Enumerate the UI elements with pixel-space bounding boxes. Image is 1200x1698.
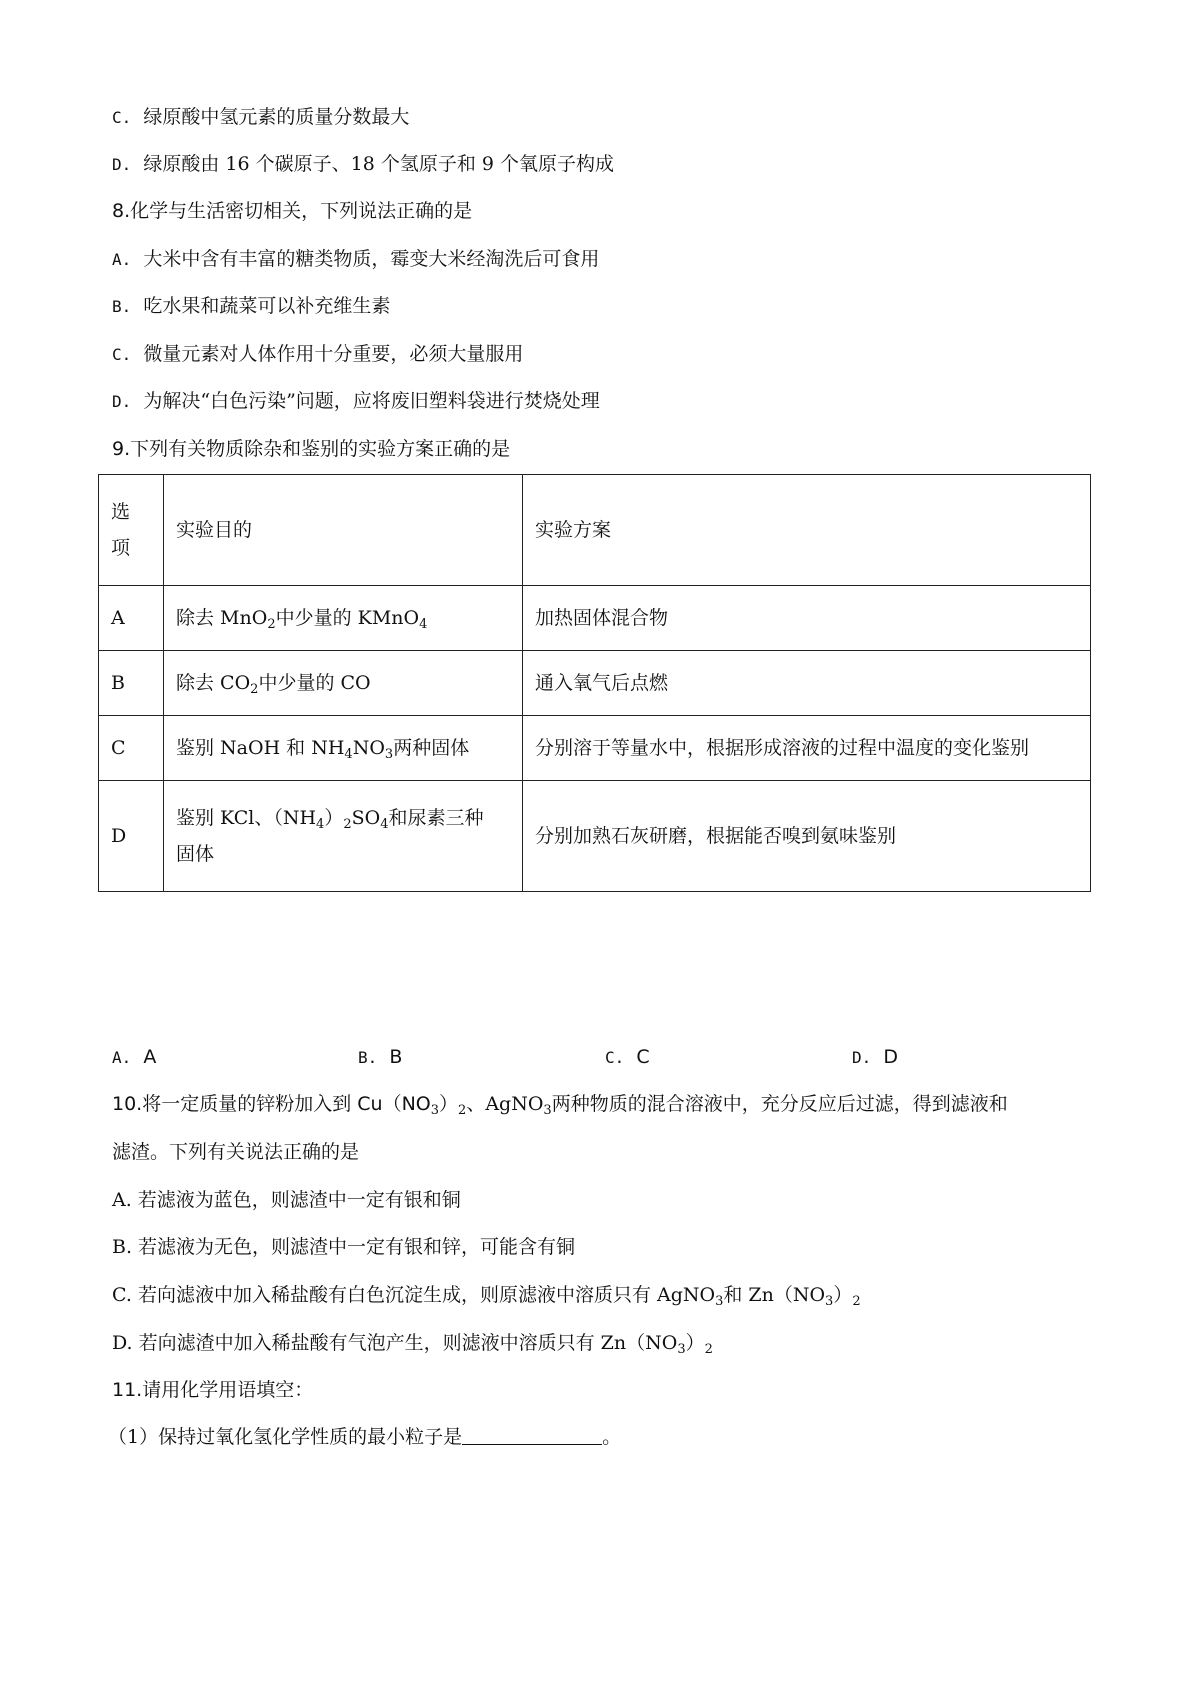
row-option: D xyxy=(99,781,164,892)
q8-option-b: B. 吃水果和蔬菜可以补充维生素 xyxy=(112,295,391,317)
q11-stem: 11.请用化学用语填空： xyxy=(112,1379,314,1401)
q7-option-c: C. 绿原酸中氢元素的质量分数最大 xyxy=(112,106,410,128)
row-plan: 分别溶于等量水中，根据形成溶液的过程中温度的变化鉴别 xyxy=(523,716,1091,781)
q8-option-c: C. 微量元素对人体作用十分重要，必须大量服用 xyxy=(112,343,524,365)
q8-stem: 8.化学与生活密切相关，下列说法正确的是 xyxy=(112,200,473,222)
q8-option-a: A. 大米中含有丰富的糖类物质，霉变大米经淘洗后可食用 xyxy=(112,248,600,270)
row-aim: 除去 MnO$_2$中少量的 KMnO$_4$ xyxy=(164,586,523,651)
q10-option-d: D. 若向滤渣中加入稀盐酸有气泡产生，则滤液中溶质只有 $Zn(NO_3)_2$ xyxy=(112,1332,713,1357)
row-aim: 鉴别 KCl、$(NH_4)_2SO_4$和尿素三种 固体 xyxy=(164,781,523,892)
table-row xyxy=(99,716,1091,781)
row-aim: 除去 $CO_2$中少量的 CO xyxy=(164,651,523,716)
q10-stem: 10.将一定质量的锌粉加入到 $Cu(NO_3)_2$、AgNO$_3$两种物质的混合溶液中，充分反应后过滤，得到滤液和 xyxy=(112,1093,1008,1118)
table-row xyxy=(99,781,1091,892)
q10-option-a: A. 若滤液为蓝色，则滤渣中一定有银和铜 xyxy=(112,1189,461,1211)
row-aim: 鉴别 NaOH 和 $NH_4NO_3$两种固体 xyxy=(164,716,523,781)
row-plan: 加热固体混合物 xyxy=(523,586,1091,651)
header-plan-cell: 实验方案 xyxy=(523,475,1091,586)
q9-experiment-table xyxy=(98,474,1091,892)
q9-answer-a: A. A xyxy=(112,1046,157,1068)
q10-stem-continued: 滤渣。下列有关说法正确的是 xyxy=(112,1141,360,1163)
row-option: A xyxy=(99,586,164,651)
header-aim-cell: 实验目的 xyxy=(164,475,523,586)
table-header-row xyxy=(99,475,1091,586)
answer-blank[interactable] xyxy=(462,1424,602,1445)
q9-answer-c: C. C xyxy=(605,1046,650,1068)
q10-option-b: B. 若滤液为无色，则滤渣中一定有银和锌，可能含有铜 xyxy=(112,1236,576,1258)
row-plan: 分别加熟石灰研磨，根据能否嗅到氨味鉴别 xyxy=(523,781,1091,892)
table-row xyxy=(99,651,1091,716)
row-option: C xyxy=(99,716,164,781)
q10-option-c: C. 若向滤液中加入稀盐酸有白色沉淀生成，则原滤液中溶质只有 AgNO$_3$和 $Zn(NO_3)_2$ xyxy=(112,1284,861,1309)
header-option-cell: 选 项 xyxy=(99,475,164,586)
row-plan: 通入氧气后点燃 xyxy=(523,651,1091,716)
q9-answer-d: D. D xyxy=(852,1046,898,1068)
table-row xyxy=(99,586,1091,651)
q11-item-1: （1）保持过氧化氢化学性质的最小粒子是 。 xyxy=(108,1426,622,1448)
q9-stem: 9.下列有关物质除杂和鉴别的实验方案正确的是 xyxy=(112,438,511,460)
row-option: B xyxy=(99,651,164,716)
q9-answer-b: B. B xyxy=(358,1046,403,1068)
q8-option-d: D. 为解决“白色污染”问题，应将废旧塑料袋进行焚烧处理 xyxy=(112,390,600,412)
q7-option-d: D. 绿原酸由 16 个碳原子、18 个氢原子和 9 个氧原子构成 xyxy=(112,153,615,175)
